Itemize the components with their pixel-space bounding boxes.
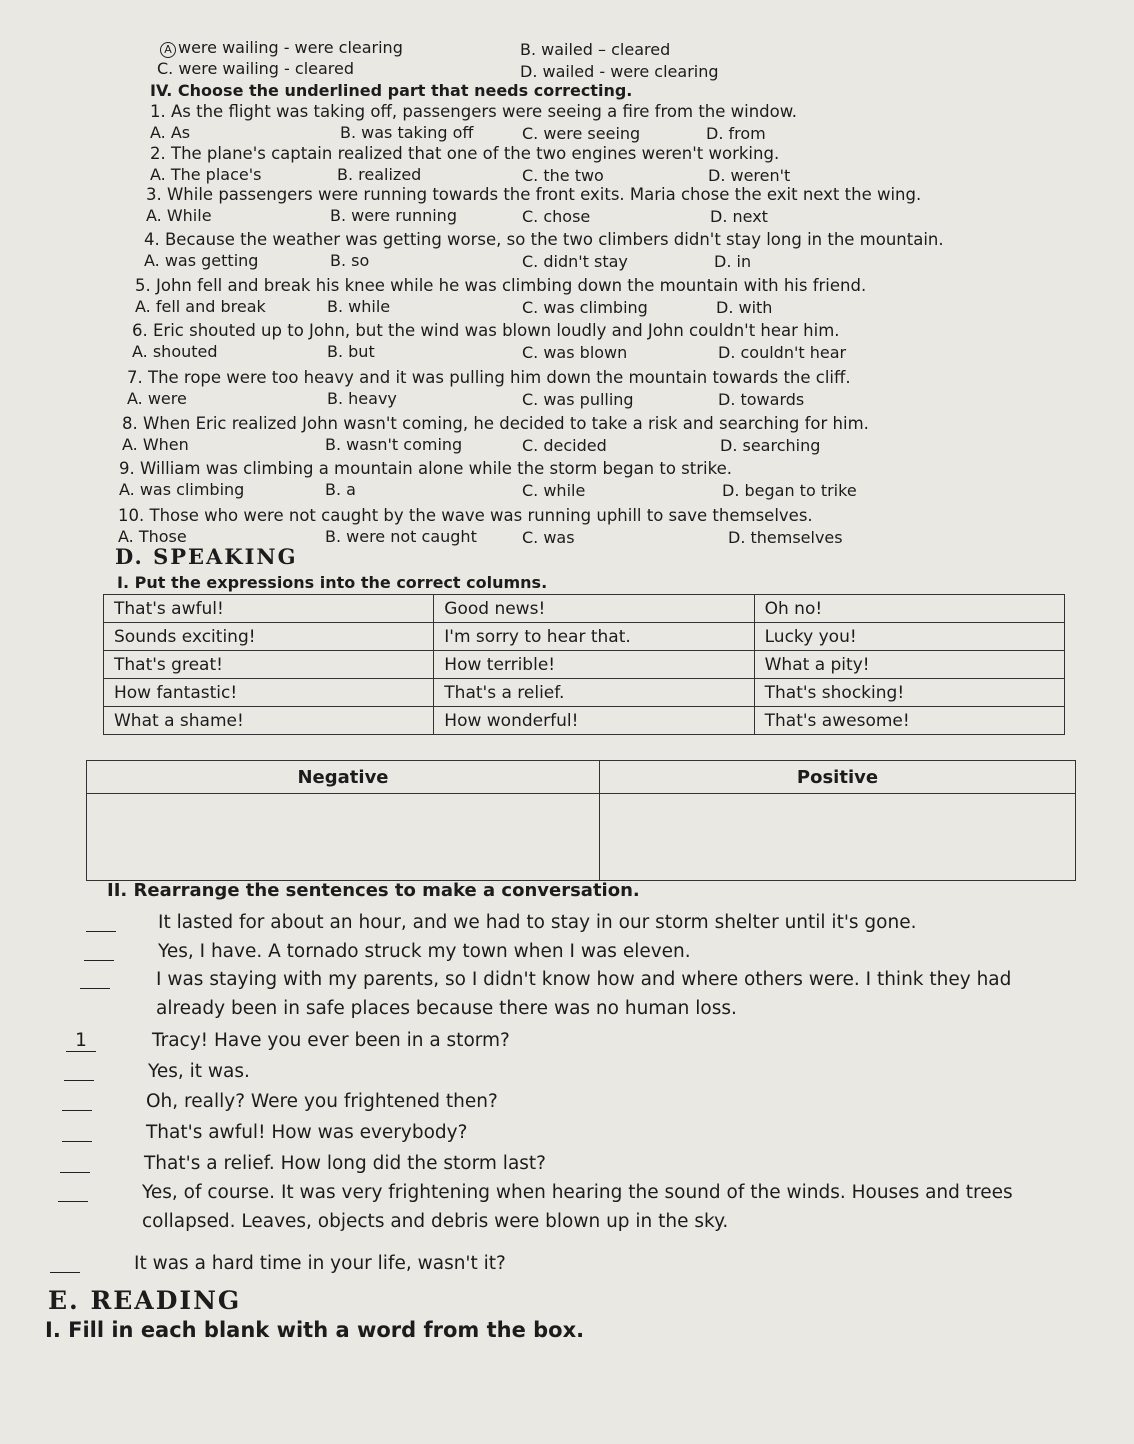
conversation-number bbox=[62, 1095, 92, 1116]
question-8-stem: 8. When Eric realized John wasn't coming, he decided to take a risk and searching for him. bbox=[122, 414, 869, 433]
question-8-option-d[interactable]: D. searching bbox=[720, 436, 821, 455]
section-iv-title: IV. Choose the underlined part that needs correcting. bbox=[150, 81, 633, 100]
expression-cell[interactable]: I'm sorry to hear that. bbox=[434, 623, 754, 651]
question-6-option-a[interactable]: A. shouted bbox=[132, 342, 218, 361]
conversation-number bbox=[66, 1030, 96, 1052]
question-9-option-a[interactable]: A. was climbing bbox=[119, 480, 245, 499]
conversation-line: Yes, of course. It was very frightening when hearing the sound of the winds. Houses and trees bbox=[142, 1182, 1013, 1203]
option-a: A were wailing - were clearing bbox=[160, 38, 403, 58]
question-2-option-a[interactable]: A. The place's bbox=[150, 165, 262, 184]
question-8-option-c[interactable]: C. decided bbox=[522, 436, 607, 455]
conversation-number bbox=[64, 1065, 94, 1086]
order-blank[interactable] bbox=[80, 988, 110, 989]
conversation-number bbox=[80, 973, 110, 994]
expressions-row bbox=[104, 623, 1065, 651]
expression-cell[interactable]: That's great! bbox=[104, 651, 434, 679]
question-4-stem: 4. Because the weather was getting worse, so the two climbers didn't stay long in the mountain. bbox=[144, 230, 944, 249]
speaking-part1-title: I. Put the expressions into the correct columns. bbox=[117, 573, 548, 592]
speaking-part2-title: II. Rearrange the sentences to make a conversation. bbox=[107, 880, 640, 901]
question-5-option-a[interactable]: A. fell and break bbox=[135, 297, 266, 316]
question-1-option-c[interactable]: C. were seeing bbox=[522, 124, 641, 143]
question-7-option-a[interactable]: A. were bbox=[127, 389, 187, 408]
question-2-option-d[interactable]: D. weren't bbox=[708, 166, 791, 185]
expression-cell[interactable]: That's a relief. bbox=[434, 679, 754, 707]
conversation-line: That's awful! How was everybody? bbox=[146, 1122, 468, 1143]
question-1-option-a[interactable]: A. As bbox=[150, 123, 191, 142]
question-7-option-d[interactable]: D. towards bbox=[718, 390, 805, 409]
question-6-stem: 6. Eric shouted up to John, but the wind was blown loudly and John couldn't hear him. bbox=[132, 321, 840, 340]
question-3-option-d[interactable]: D. next bbox=[710, 207, 768, 226]
question-2-option-c[interactable]: C. the two bbox=[522, 166, 604, 185]
question-8-option-b[interactable]: B. wasn't coming bbox=[325, 435, 463, 454]
expression-cell[interactable]: That's awful! bbox=[104, 595, 434, 623]
expression-cell[interactable]: Lucky you! bbox=[754, 623, 1064, 651]
question-3-option-a[interactable]: A. While bbox=[146, 206, 212, 225]
expression-cell[interactable]: What a pity! bbox=[754, 651, 1064, 679]
conversation-line: It lasted for about an hour, and we had to stay in our storm shelter until it's gone. bbox=[158, 912, 917, 933]
order-blank[interactable] bbox=[60, 1172, 90, 1173]
expression-cell[interactable]: What a shame! bbox=[104, 707, 434, 735]
question-9-option-b[interactable]: B. a bbox=[325, 480, 356, 499]
question-10-stem: 10. Those who were not caught by the wave was running uphill to save themselves. bbox=[118, 506, 813, 525]
question-1-option-d[interactable]: D. from bbox=[706, 124, 766, 143]
order-blank[interactable] bbox=[50, 1272, 80, 1273]
conversation-line: already been in safe places because there was no human loss. bbox=[156, 998, 737, 1019]
question-7-option-b[interactable]: B. heavy bbox=[327, 389, 397, 408]
question-3-option-c[interactable]: C. chose bbox=[522, 207, 591, 226]
speaking-heading: D. SPEAKING bbox=[115, 544, 298, 569]
positive-header: Positive bbox=[600, 761, 1076, 794]
conversation-line: Yes, it was. bbox=[148, 1061, 250, 1082]
question-1-stem: 1. As the flight was taking off, passengers were seeing a fire from the window. bbox=[150, 102, 797, 121]
conversation-number bbox=[86, 916, 116, 937]
question-6-option-c[interactable]: C. was blown bbox=[522, 343, 628, 362]
order-blank[interactable] bbox=[62, 1110, 92, 1111]
expression-cell[interactable]: That's awesome! bbox=[754, 707, 1064, 735]
question-5-option-c[interactable]: C. was climbing bbox=[522, 298, 648, 317]
option-d: D. wailed - were clearing bbox=[520, 62, 719, 81]
expression-cell[interactable]: That's shocking! bbox=[754, 679, 1064, 707]
expression-cell[interactable]: Sounds exciting! bbox=[104, 623, 434, 651]
conversation-number bbox=[50, 1257, 80, 1278]
question-5-option-b[interactable]: B. while bbox=[327, 297, 391, 316]
order-blank[interactable] bbox=[62, 1141, 92, 1142]
conversation-line: collapsed. Leaves, objects and debris were blown up in the sky. bbox=[142, 1211, 729, 1232]
question-3-stem: 3. While passengers were running towards the front exits. Maria chose the exit next the wing. bbox=[146, 185, 922, 204]
question-4-option-c[interactable]: C. didn't stay bbox=[522, 252, 628, 271]
conversation-line: Oh, really? Were you frightened then? bbox=[146, 1091, 498, 1112]
expression-cell[interactable]: Oh no! bbox=[754, 595, 1064, 623]
negative-header: Negative bbox=[87, 761, 600, 794]
order-blank[interactable] bbox=[58, 1201, 88, 1202]
question-10-option-b[interactable]: B. were not caught bbox=[325, 527, 477, 546]
question-6-option-b[interactable]: B. but bbox=[327, 342, 375, 361]
question-6-option-d[interactable]: D. couldn't hear bbox=[718, 343, 847, 362]
question-7-stem: 7. The rope were too heavy and it was pulling him down the mountain towards the cliff. bbox=[127, 368, 851, 387]
question-9-option-c[interactable]: C. while bbox=[522, 481, 586, 500]
expression-cell[interactable]: How wonderful! bbox=[434, 707, 754, 735]
expression-cell[interactable]: How terrible! bbox=[434, 651, 754, 679]
conversation-line: I was staying with my parents, so I didn't know how and where others were. I think they had bbox=[156, 969, 1012, 990]
expressions-row bbox=[104, 707, 1065, 735]
reading-part1-title: I. Fill in each blank with a word from the box. bbox=[45, 1318, 585, 1342]
question-10-option-a[interactable]: A. Those bbox=[118, 527, 187, 546]
conversation-number bbox=[58, 1186, 88, 1207]
question-5-option-d[interactable]: D. with bbox=[716, 298, 773, 317]
positive-cell[interactable] bbox=[600, 794, 1076, 881]
question-4-option-a[interactable]: A. was getting bbox=[144, 251, 259, 270]
question-1-option-b[interactable]: B. was taking off bbox=[340, 123, 474, 142]
order-blank[interactable] bbox=[86, 931, 116, 932]
question-9-stem: 9. William was climbing a mountain alone while the storm began to strike. bbox=[119, 459, 732, 478]
conversation-line: Tracy! Have you ever been in a storm? bbox=[152, 1030, 510, 1051]
expression-cell[interactable]: How fantastic! bbox=[104, 679, 434, 707]
question-8-option-a[interactable]: A. When bbox=[122, 435, 189, 454]
conversation-line: Yes, I have. A tornado struck my town when I was eleven. bbox=[158, 941, 691, 962]
conversation-number bbox=[84, 945, 114, 966]
expressions-row bbox=[104, 595, 1065, 623]
sorting-table bbox=[86, 760, 1076, 881]
question-10-option-d[interactable]: D. themselves bbox=[728, 528, 843, 547]
expression-cell[interactable]: Good news! bbox=[434, 595, 754, 623]
order-blank[interactable]: 1 bbox=[66, 1030, 96, 1052]
question-7-option-c[interactable]: C. was pulling bbox=[522, 390, 634, 409]
option-c: C. were wailing - cleared bbox=[157, 59, 355, 78]
question-2-option-b[interactable]: B. realized bbox=[337, 165, 422, 184]
option-b: B. wailed – cleared bbox=[520, 40, 671, 59]
conversation-number bbox=[62, 1126, 92, 1147]
order-blank[interactable] bbox=[64, 1080, 94, 1081]
question-2-stem: 2. The plane's captain realized that one of the two engines weren't working. bbox=[150, 144, 780, 163]
question-4-option-b[interactable]: B. so bbox=[330, 251, 370, 270]
expressions-table bbox=[103, 594, 1065, 735]
question-5-stem: 5. John fell and break his knee while he was climbing down the mountain with his friend. bbox=[135, 276, 867, 295]
conversation-number bbox=[60, 1157, 90, 1178]
negative-cell[interactable] bbox=[87, 794, 600, 881]
order-blank[interactable] bbox=[84, 960, 114, 961]
question-4-option-d[interactable]: D. in bbox=[714, 252, 752, 271]
expressions-row bbox=[104, 651, 1065, 679]
conversation-line: It was a hard time in your life, wasn't it? bbox=[134, 1253, 506, 1274]
reading-heading: E. READING bbox=[48, 1286, 242, 1315]
conversation-line: That's a relief. How long did the storm last? bbox=[144, 1153, 546, 1174]
question-9-option-d[interactable]: D. began to trike bbox=[722, 481, 857, 500]
expressions-row bbox=[104, 679, 1065, 707]
question-3-option-b[interactable]: B. were running bbox=[330, 206, 457, 225]
circled-letter: A bbox=[160, 42, 176, 58]
question-10-option-c[interactable]: C. was bbox=[522, 528, 575, 547]
